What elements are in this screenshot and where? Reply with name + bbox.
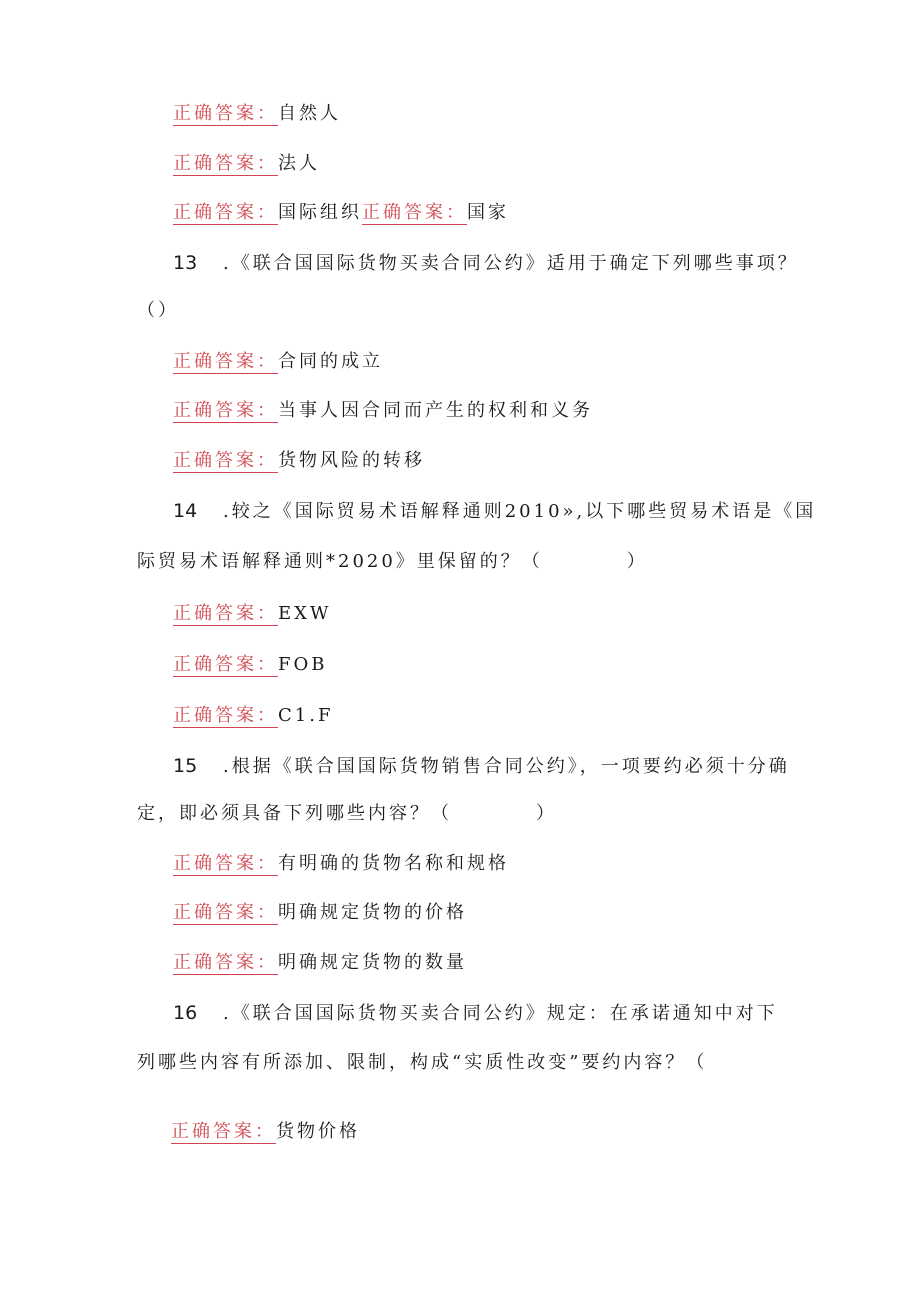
answer-label: 正确答案： <box>173 351 278 372</box>
answer-label: 正确答案： <box>173 902 278 923</box>
answer-label: 正确答案： <box>173 603 278 624</box>
answer-label: 正确答案： <box>173 450 278 471</box>
question-text: （） <box>137 300 179 321</box>
question-continuation <box>137 1051 707 1075</box>
answer-label: 正确答案： <box>173 153 278 174</box>
question-15 <box>173 754 790 779</box>
answer-text: 自然人 <box>278 103 341 124</box>
answer-label: 正确答案： <box>173 400 278 421</box>
answer-label: 正确答案： <box>173 654 278 675</box>
answer-line <box>173 350 383 374</box>
answer-line <box>173 901 467 925</box>
answer-text: 合同的成立 <box>278 351 383 372</box>
question-text: .《联合国国际货物买卖合同公约》适用于确定下列哪些事项？ <box>223 253 799 274</box>
question-continuation <box>137 550 648 574</box>
answer-line <box>173 951 467 975</box>
question-text: .较之《国际贸易术语解释通则2010»,以下哪些贸易术语是《国 <box>223 501 817 522</box>
answer-text: FOB <box>278 654 328 675</box>
answer-label: 正确答案： <box>173 103 278 124</box>
answer-label: 正确答案： <box>173 952 278 973</box>
answer-line <box>173 852 509 876</box>
answer-label: 正确答案： <box>362 202 467 223</box>
answer-line <box>173 102 341 126</box>
question-continuation <box>137 802 557 826</box>
answer-label: 正确答案： <box>171 1121 276 1142</box>
answer-text: 法人 <box>278 153 320 174</box>
question-13 <box>173 251 799 276</box>
answer-line <box>173 602 331 626</box>
answer-line <box>173 449 425 473</box>
question-text: 定，即必须具备下列哪些内容？（ ） <box>137 803 557 824</box>
answer-text: 有明确的货物名称和规格 <box>278 853 509 874</box>
answer-text: 明确规定货物的价格 <box>278 902 467 923</box>
answer-line <box>173 201 509 225</box>
question-text: 际贸易术语解释通则*2020》里保留的？（ ） <box>137 551 648 572</box>
answer-label: 正确答案： <box>173 853 278 874</box>
answer-line <box>171 1120 360 1144</box>
answer-text: 货物风险的转移 <box>278 450 425 471</box>
question-text: .根据《联合国国际货物销售合同公约》，一项要约必须十分确 <box>223 756 790 777</box>
answer-text: 明确规定货物的数量 <box>278 952 467 973</box>
answer-text: 国际组织 <box>278 202 362 223</box>
question-text: .《联合国国际货物买卖合同公约》规定：在承诺通知中对下 <box>223 1003 778 1024</box>
answer-line <box>173 399 593 423</box>
question-14 <box>173 499 816 524</box>
answer-text: EXW <box>278 603 332 624</box>
question-number: 15 <box>173 755 198 777</box>
answer-label: 正确答案： <box>173 202 278 223</box>
answer-text: 当事人因合同而产生的权利和义务 <box>278 400 593 421</box>
answer-text: 货物价格 <box>276 1121 360 1142</box>
question-text: 列哪些内容有所添加、限制，构成“实质性改变”要约内容？（ <box>137 1052 708 1073</box>
question-number: 16 <box>173 1002 198 1024</box>
question-16 <box>173 1001 778 1026</box>
answer-text: 国家 <box>467 202 509 223</box>
answer-line <box>173 653 327 677</box>
question-number: 13 <box>173 252 198 274</box>
answer-line <box>173 704 333 728</box>
answer-line <box>173 152 320 176</box>
question-continuation <box>137 299 179 323</box>
answer-text: C1.F <box>278 705 334 726</box>
question-number: 14 <box>173 500 198 522</box>
answer-label: 正确答案： <box>173 705 278 726</box>
